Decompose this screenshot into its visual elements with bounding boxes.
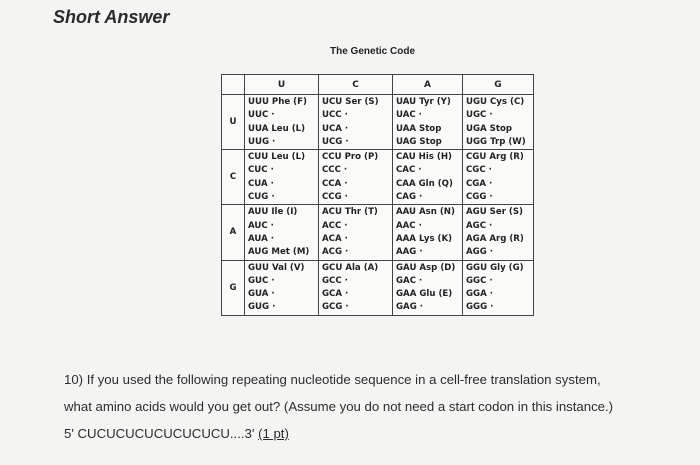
codon-cell [319,260,393,315]
codon-entry: ACU Thr (T) [322,207,378,218]
codon-entry: UAC · [396,110,422,121]
table-body [222,95,534,316]
question-line-2: what amino acids would you get out? (Assume you do not need a start codon in this instance.) [64,399,614,414]
codon-entry: AGG · [466,247,494,258]
codon-entry: UGU Cys (C) [466,97,525,107]
codon-cell [245,260,319,315]
codon-entry: CGC · [466,165,492,176]
codon-entry: CCA · [322,178,348,189]
codon-entry: ACC · [322,220,348,231]
codon-entry: GGG · [466,302,494,313]
codon-entry: GGC · [466,275,493,286]
codon-entry: AAU Asn (N) [396,207,455,218]
codon-entry: GAG · [396,302,424,313]
codon-entry: CUU Leu (L) [248,152,306,163]
codon-entry: UCU Ser (S) [322,97,379,107]
codon-cell [393,95,463,150]
codon-cell [319,205,393,260]
codon-cell [463,260,534,315]
codon-entry: UUA Leu (L) [248,123,306,134]
codon-entry: UAU Tyr (Y) [396,97,451,107]
codon-entry: GUA · [248,289,275,300]
table-row [222,95,534,150]
codon-entry: CUA · [248,178,274,189]
codon-entry: CUG · [248,192,275,203]
codon-entry: UGC · [466,110,493,121]
table-row [222,205,534,260]
first-base-label: U [222,95,245,150]
codon-cell [245,150,319,205]
codon-entry: CAA Gln (Q) [396,178,453,189]
codon-entry: CCU Pro (P) [322,152,379,163]
codon-cell [245,95,319,150]
codon-entry: CCG · [322,192,348,203]
codon-entry: UUC · [248,110,275,121]
codon-cell [393,205,463,260]
codon-entry: GCU Ala (A) [322,262,379,273]
codon-entry: ACG · [322,247,349,258]
question-block [64,366,613,447]
codon-entry: AGU Ser (S) [466,207,523,218]
codon-entry: UUG · [248,136,276,147]
codon-entry: ACA · [322,233,348,244]
column-header-c: C [319,75,393,95]
codon-entry: CUC · [248,165,274,176]
codon-entry: GAC · [396,275,423,286]
table-header-row [222,75,534,95]
question-line-1: 10) If you used the following repeating nucleotide sequence in a cell-free translation system, [64,372,601,387]
codon-cell [463,150,534,205]
codon-entry: GUU Val (V) [248,262,305,273]
codon-entry: UCC · [322,110,348,121]
first-base-label: A [222,205,245,260]
codon-entry: AUG Met (M) [248,247,310,258]
codon-entry: AGA Arg (R) [466,233,524,244]
codon-entry: GAA Glu (E) [396,289,453,300]
codon-entry: CCC · [322,165,348,176]
codon-cell [319,150,393,205]
codon-cell [393,260,463,315]
codon-entry: GGU Gly (G) [466,262,524,273]
column-header-a: A [393,75,463,95]
codon-entry: GUC · [248,275,275,286]
table-row [222,260,534,315]
codon-entry: UCG · [322,136,349,147]
codon-cell [245,205,319,260]
codon-entry: AUU Ile (I) [248,207,298,218]
column-header-g: G [463,75,534,95]
codon-entry: AUA · [248,233,275,244]
codon-entry: UAG Stop [396,136,442,147]
question-sequence-line [64,420,613,447]
codon-entry: AUC · [248,220,274,231]
genetic-code-title: The Genetic Code [330,46,416,57]
codon-entry: CGA · [466,178,493,189]
codon-entry: CAG · [396,192,423,203]
codon-entry: UGA Stop [466,123,513,134]
codon-entry: GCG · [322,302,349,313]
genetic-code-table [221,74,534,316]
first-base-label: C [222,150,245,205]
codon-cell [463,95,534,150]
codon-entry: CAU His (H) [396,152,452,163]
codon-entry: GGA · [466,289,494,300]
table-row [222,150,534,205]
codon-entry: AAA Lys (K) [396,233,453,244]
codon-cell [393,150,463,205]
column-header-u: U [245,75,319,95]
first-base-label: G [222,260,245,315]
codon-entry: AGC · [466,220,493,231]
codon-entry: UCA · [322,123,349,134]
codon-cell [319,95,393,150]
codon-entry: UGG Trp (W) [466,136,526,147]
codon-entry: AAG · [396,247,423,258]
codon-cell [463,205,534,260]
codon-entry: GAU Asp (D) [396,262,456,273]
codon-entry: UUU Phe (F) [248,97,307,107]
codon-entry: CGU Arg (R) [466,152,524,163]
codon-entry: AAC · [396,220,422,231]
codon-entry: GCA · [322,289,349,300]
header-corner [222,75,245,95]
codon-entry: UAA Stop [396,123,442,134]
codon-entry: CGG · [466,192,493,203]
points-label: (1 pt) [258,426,289,441]
codon-entry: CAC · [396,165,422,176]
codon-entry: GUG · [248,302,276,313]
sequence-text: 5' CUCUCUCUCUCUCUCU....3' [64,426,259,441]
section-heading: Short Answer [53,7,170,27]
codon-entry: GCC · [322,275,348,286]
